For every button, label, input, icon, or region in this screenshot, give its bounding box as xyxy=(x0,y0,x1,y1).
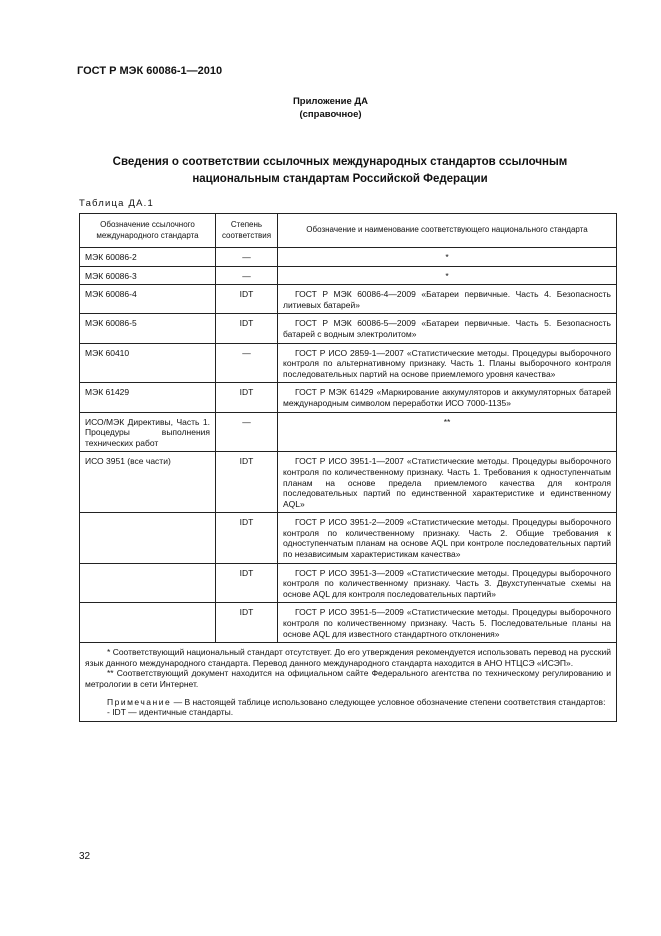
cell-national: ГОСТ Р ИСО 2859-1—2007 «Статистические методы. Процедуры выборочного контроля по альтернативному признаку. Часть 1. Планы выборочного контроля последовательных партий на основе приемлемого уровня качества» xyxy=(278,343,617,383)
cell-national: ГОСТ Р ИСО 3951-3—2009 «Статистические методы. Процедуры выборочного контроля по количественному признаку. Часть 3. Двухступенчатые схемы на основе AQL для контроля последовательных партий» xyxy=(278,563,617,603)
table-note xyxy=(85,697,611,708)
table-footnotes xyxy=(80,643,617,722)
page-number: 32 xyxy=(79,851,91,862)
cell-intl: МЭК 60086-5 xyxy=(80,314,216,343)
note-label: Примечание xyxy=(107,696,172,707)
table-label: Таблица ДА.1 xyxy=(79,198,154,209)
cell-intl xyxy=(80,513,216,563)
cell-national: * xyxy=(278,266,617,285)
table-footnotes-row xyxy=(80,643,617,722)
table-row xyxy=(80,412,617,452)
cell-intl xyxy=(80,603,216,643)
cell-degree: IDT xyxy=(216,603,278,643)
cell-national: ГОСТ Р МЭК 60086-4—2009 «Батареи первичные. Часть 4. Безопасность литиевых батарей» xyxy=(278,285,617,314)
cell-national: ГОСТ Р МЭК 61429 «Маркирование аккумуляторов и аккумуляторных батарей международным символом переработки ИСО 7000-1135» xyxy=(278,383,617,412)
cell-degree: — xyxy=(216,412,278,452)
table-row xyxy=(80,452,617,513)
appendix-title: Приложение ДА xyxy=(292,96,369,107)
appendix-subtitle: (справочное) xyxy=(299,109,362,120)
cell-degree: IDT xyxy=(216,314,278,343)
cell-intl: ИСО/МЭК Директивы, Часть 1. Процедуры выполнения технических работ xyxy=(80,412,216,452)
cell-degree: IDT xyxy=(216,452,278,513)
cell-national: ГОСТ Р МЭК 60086-5—2009 «Батареи первичные. Часть 5. Безопасность батарей с водным электролитом» xyxy=(278,314,617,343)
table-row xyxy=(80,248,617,267)
cell-national: ** xyxy=(278,412,617,452)
cell-degree: IDT xyxy=(216,513,278,563)
cell-national: ГОСТ Р ИСО 3951-1—2007 «Статистические методы. Процедуры выборочного контроля по количественному признаку. Часть 1. Требования к одноступенчатым планам на основе предела приемлемого качества для контроля последовательных партий по единственной характеристике и единственному AQL» xyxy=(278,452,617,513)
footnote-double-star: ** Соответствующий документ находится на официальном сайте Федерального агентства по техническому регулированию и метрологии в сети Интернет. xyxy=(85,668,611,689)
table-row xyxy=(80,563,617,603)
cell-intl: МЭК 60086-3 xyxy=(80,266,216,285)
cell-national: * xyxy=(278,248,617,267)
table-row xyxy=(80,343,617,383)
cell-intl: МЭК 60410 xyxy=(80,343,216,383)
cell-intl xyxy=(80,563,216,603)
table-row xyxy=(80,285,617,314)
note-item: - IDT — идентичные стандарты. xyxy=(107,707,234,718)
cell-intl: МЭК 61429 xyxy=(80,383,216,412)
cell-national: ГОСТ Р ИСО 3951-5—2009 «Статистические методы. Процедуры выборочного контроля по количественному признаку. Часть 5. Последовательные планы на основе AQL для известного стандартного отклонения» xyxy=(278,603,617,643)
cell-degree: — xyxy=(216,343,278,383)
table-row xyxy=(80,314,617,343)
table-row xyxy=(80,383,617,412)
cell-intl: МЭК 60086-4 xyxy=(80,285,216,314)
cell-degree: — xyxy=(216,248,278,267)
document-header: ГОСТ Р МЭК 60086-1—2010 xyxy=(77,65,223,77)
header-intl-standard: Обозначение ссылочного международного стандарта xyxy=(80,214,216,248)
table-row xyxy=(80,603,617,643)
header-national-standard: Обозначение и наименование соответствующего национального стандарта xyxy=(278,214,617,248)
table-row xyxy=(80,266,617,285)
cell-degree: — xyxy=(216,266,278,285)
cell-national: ГОСТ Р ИСО 3951-2—2009 «Статистические методы. Процедуры выборочного контроля по количественному признаку. Часть 2. Общие требования к одноступенчатым планам на основе AQL при контроле последовательных партий по независимым характеристикам качества» xyxy=(278,513,617,563)
footnote-single-star: * Соответствующий национальный стандарт отсутствует. До его утверждения рекомендуется использовать перевод на русский язык данного международного стандарта. Перевод данного международного стандарта находится в АНО НТЦСЭ «ИСЭП». xyxy=(85,647,611,668)
cell-degree: IDT xyxy=(216,383,278,412)
cell-degree: IDT xyxy=(216,285,278,314)
cell-degree: IDT xyxy=(216,563,278,603)
section-title: Сведения о соответствии ссылочных международных стандартов ссылочным национальным стандартам Российской Федерации xyxy=(112,156,568,185)
correspondence-table xyxy=(79,213,617,722)
table-header-row xyxy=(80,214,617,248)
header-degree: Степень соответствия xyxy=(216,214,278,248)
note-text: — В настоящей таблице использовано следующее условное обозначение степени соответствия стандартов: xyxy=(173,696,606,707)
cell-intl: МЭК 60086-2 xyxy=(80,248,216,267)
table-row xyxy=(80,513,617,563)
cell-intl: ИСО 3951 (все части) xyxy=(80,452,216,513)
